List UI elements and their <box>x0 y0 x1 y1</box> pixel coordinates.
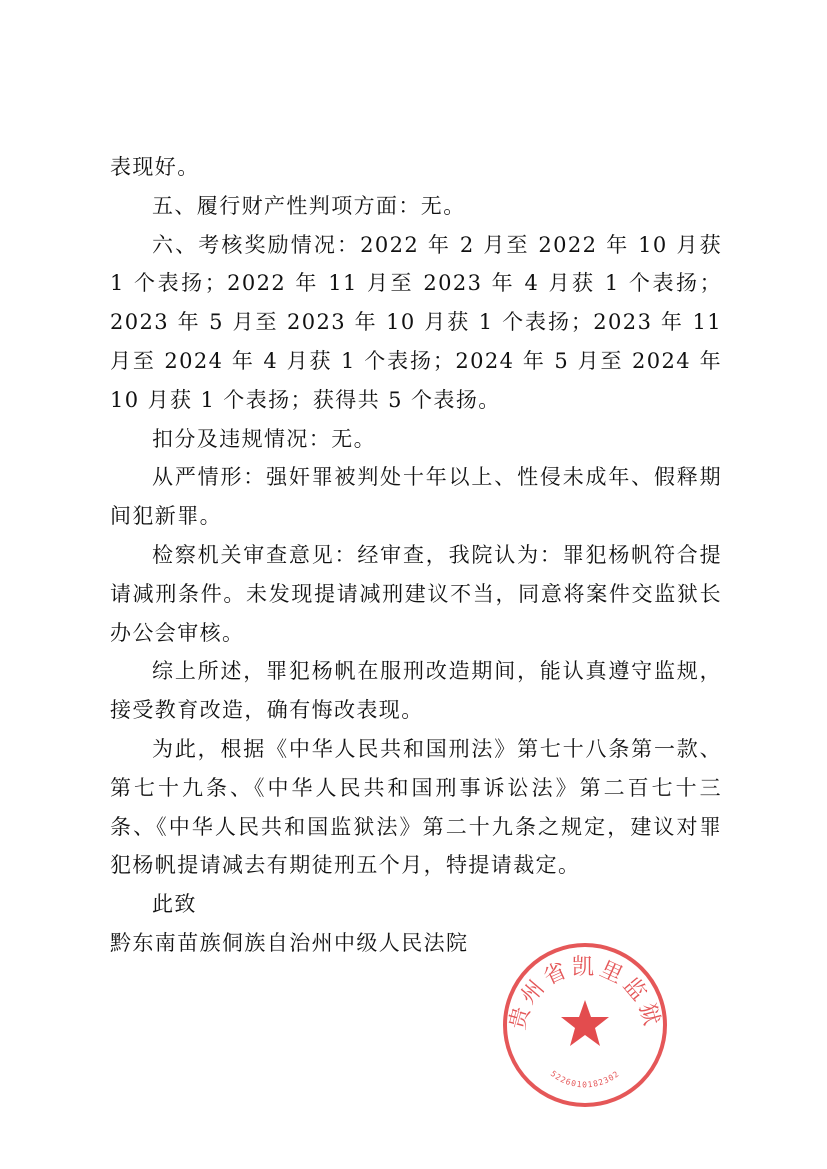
paragraph-property-execution: 五、履行财产性判项方面：无。 <box>152 193 466 218</box>
seal-number: 5226010182302 <box>548 1069 622 1090</box>
seal-star-icon <box>561 1000 609 1046</box>
paragraph-procuratorate-opinion: 检察机关审查意见：经审查，我院认为：罪犯杨帆符合提请减刑条件。未发现提请减刑建议不当，同意将案件交监狱长办公会审核。 <box>110 542 722 645</box>
paragraph-salutation: 此致 <box>152 892 197 917</box>
paragraph-recipient-court: 黔东南苗族侗族自治州中级人民法院 <box>110 930 469 955</box>
paragraph-strict-circumstances: 从严情形：强奸罪被判处十年以上、性侵未成年、假释期间犯新罪。 <box>110 465 722 529</box>
paragraph-deductions: 扣分及违规情况：无。 <box>152 426 376 451</box>
paragraph-continuation: 表现好。 <box>110 155 200 179</box>
paragraph-rewards: 六、考核奖励情况：2022 年 2 月至 2022 年 10 月获 1 个表扬；2022 年 11 月至 2023 年 4 月获 1 个表扬；2023 年 5 月至 2023 年 10 月获 1 个表扬；2023 年 11 月至 2024 年 4 月获 1 个表扬；2024 年 5 月至 2024 年 10 月获 1 个表扬；获得共 5 个表扬。 <box>110 232 722 412</box>
paragraph-legal-basis: 为此，根据《中华人民共和国刑法》第七十八条第一款、第七十九条、《中华人民共和国刑事诉讼法》第二百七十三条、《中华人民共和国监狱法》第二十九条之规定，建议对罪犯杨帆提请减去有期徒刑五个月，特提请裁定。 <box>110 736 722 878</box>
document-body <box>110 148 722 963</box>
seal-text: 贵州省凯里监狱 <box>505 955 665 1033</box>
seal-graphic <box>500 940 670 1110</box>
official-seal <box>500 940 670 1110</box>
paragraph-summary: 综上所述，罪犯杨帆在服刑改造期间，能认真遵守监规，接受教育改造，确有悔改表现。 <box>110 659 722 723</box>
